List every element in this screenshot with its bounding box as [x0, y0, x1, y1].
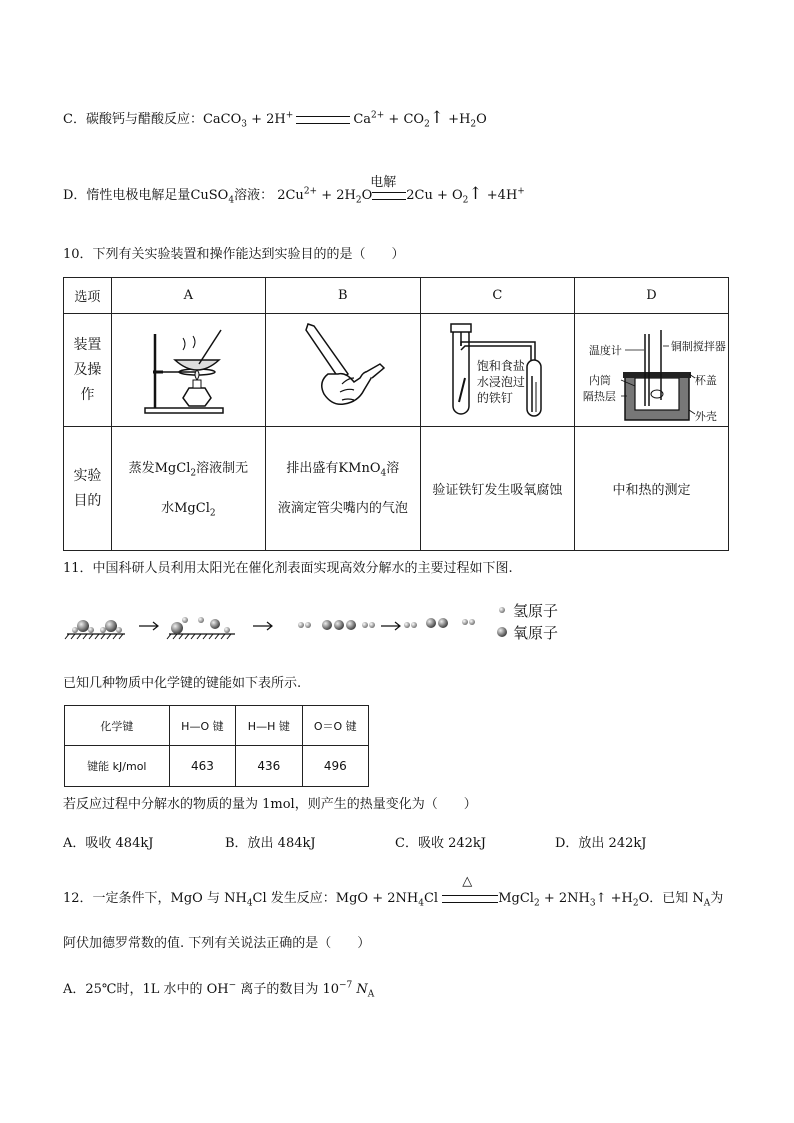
question-11-stem: 11．中国科研人员利用太阳光在催化剂表面实现高效分解水的主要过程如下图. [63, 561, 513, 576]
label-shell: 外壳 [694, 410, 717, 423]
bond-value-hh: 436 [236, 746, 302, 787]
q12-option-a[interactable]: A．25℃时，1L 水中的 OH− 离子的数目为 $10^{-7}$ $N_A$ [63, 980, 375, 1000]
goal-a: 蒸发MgCl$_2$溶液制无 水MgCl$_2$ [111, 427, 265, 551]
q11-option-b[interactable]: B．放出 484kJ [225, 836, 316, 851]
legend-oxygen-icon [497, 627, 507, 637]
arrow-3-icon [381, 622, 400, 630]
header-c: C [420, 278, 574, 314]
equals-sign [296, 116, 350, 124]
experiment-table [63, 277, 729, 551]
row-label-goal: 实验目的 [64, 427, 112, 551]
label-insulation: 隔热层 [582, 390, 616, 403]
q11-option-c[interactable]: C．吸收 242kJ [395, 836, 486, 851]
bond-header-2: H—H 键 [236, 706, 302, 746]
iron-nail-label: 饱和食盐 水浸泡过 的铁钉 [476, 359, 525, 405]
device-c-iron-nail [420, 314, 574, 427]
question-12-line-1: 12．一定条件下，MgO 与 $NH_4Cl$ 发生反应：MgO + $2NH_4Cl$ △ MgCl$_2$ + $2NH_3↑ +H_2O$．已知 $N_A$为 [63, 873, 724, 909]
option-d-line: D．惰性电极电解足量CuSO$_4$溶液： $2Cu^{2+} + 2H_2O$ 电解 $2Cu + O_2↑ +4H^+$ [63, 174, 525, 206]
label-stirrer: 铜制搅拌器 [670, 340, 726, 353]
header-b: B [265, 278, 420, 314]
stage-1 [65, 620, 125, 639]
device-b-burette [265, 314, 420, 427]
stage-4 [404, 618, 475, 628]
option-c-prefix: C．碳酸钙与醋酸反应： [63, 112, 203, 127]
legend-hydrogen: 氢原子 [513, 602, 559, 620]
gas-arrow: ↑ [429, 108, 445, 128]
question-12-line-2: 阿伏加德罗常数的值. 下列有关说法正确的是（ ） [63, 936, 371, 951]
goal-b: 排出盛有KMnO$_4$溶 液滴定管尖嘴内的气泡 [265, 427, 420, 551]
bond-energy-intro: 已知几种物质中化学键的键能如下表所示. [63, 676, 302, 691]
legend-oxygen: 氧原子 [513, 624, 559, 642]
question-10-stem: 10．下列有关实验装置和操作能达到实验目的的是（ ） [63, 247, 405, 262]
burette-hand-icon [268, 314, 418, 422]
device-a-evaporation [111, 314, 265, 427]
bond-header-1: H—O 键 [169, 706, 235, 746]
row-label-device: 装置及操作 [64, 314, 112, 427]
evaporating-dish-apparatus-icon [113, 314, 263, 422]
bond-value-ho: 463 [169, 746, 235, 787]
electrolysis-condition: 电解 [372, 192, 406, 200]
heat-condition: △ [442, 895, 498, 903]
bond-value-oo: 496 [302, 746, 368, 787]
header-option: 选项 [64, 278, 112, 314]
device-d-calorimeter [574, 314, 728, 427]
bond-header-0: 化学键 [65, 706, 170, 746]
label-lid: 杯盖 [694, 374, 717, 387]
goal-c: 验证铁钉发生吸氧腐蚀 [420, 427, 574, 551]
goal-d: 中和热的测定 [574, 427, 728, 551]
stage-2 [167, 617, 235, 639]
bond-energy-table [64, 705, 369, 787]
bond-header-3: O＝O 键 [302, 706, 368, 746]
label-thermometer: 温度计 [588, 344, 622, 357]
header-d: D [574, 278, 728, 314]
q11-option-d[interactable]: D．放出 242kJ [555, 836, 647, 851]
arrow-2-icon [253, 622, 272, 630]
water-splitting-diagram [63, 598, 703, 648]
q11-option-a[interactable]: A．吸收 484kJ [63, 836, 154, 851]
label-inner: 内筒 [588, 374, 611, 387]
question-11-question: 若反应过程中分解水的物质的量为 1mol，则产生的热量变化为（ ） [63, 797, 477, 812]
legend-hydrogen-icon [499, 607, 505, 613]
bond-row-label: 键能 kJ/mol [65, 746, 170, 787]
header-a: A [111, 278, 265, 314]
arrow-1-icon [139, 622, 158, 630]
option-c-line: C．碳酸钙与醋酸反应：CaCO$_3$ + 2H+ $Ca^{2+}$ + $CO_2↑ +H_2O$ [63, 108, 487, 130]
stage-3 [298, 620, 375, 630]
